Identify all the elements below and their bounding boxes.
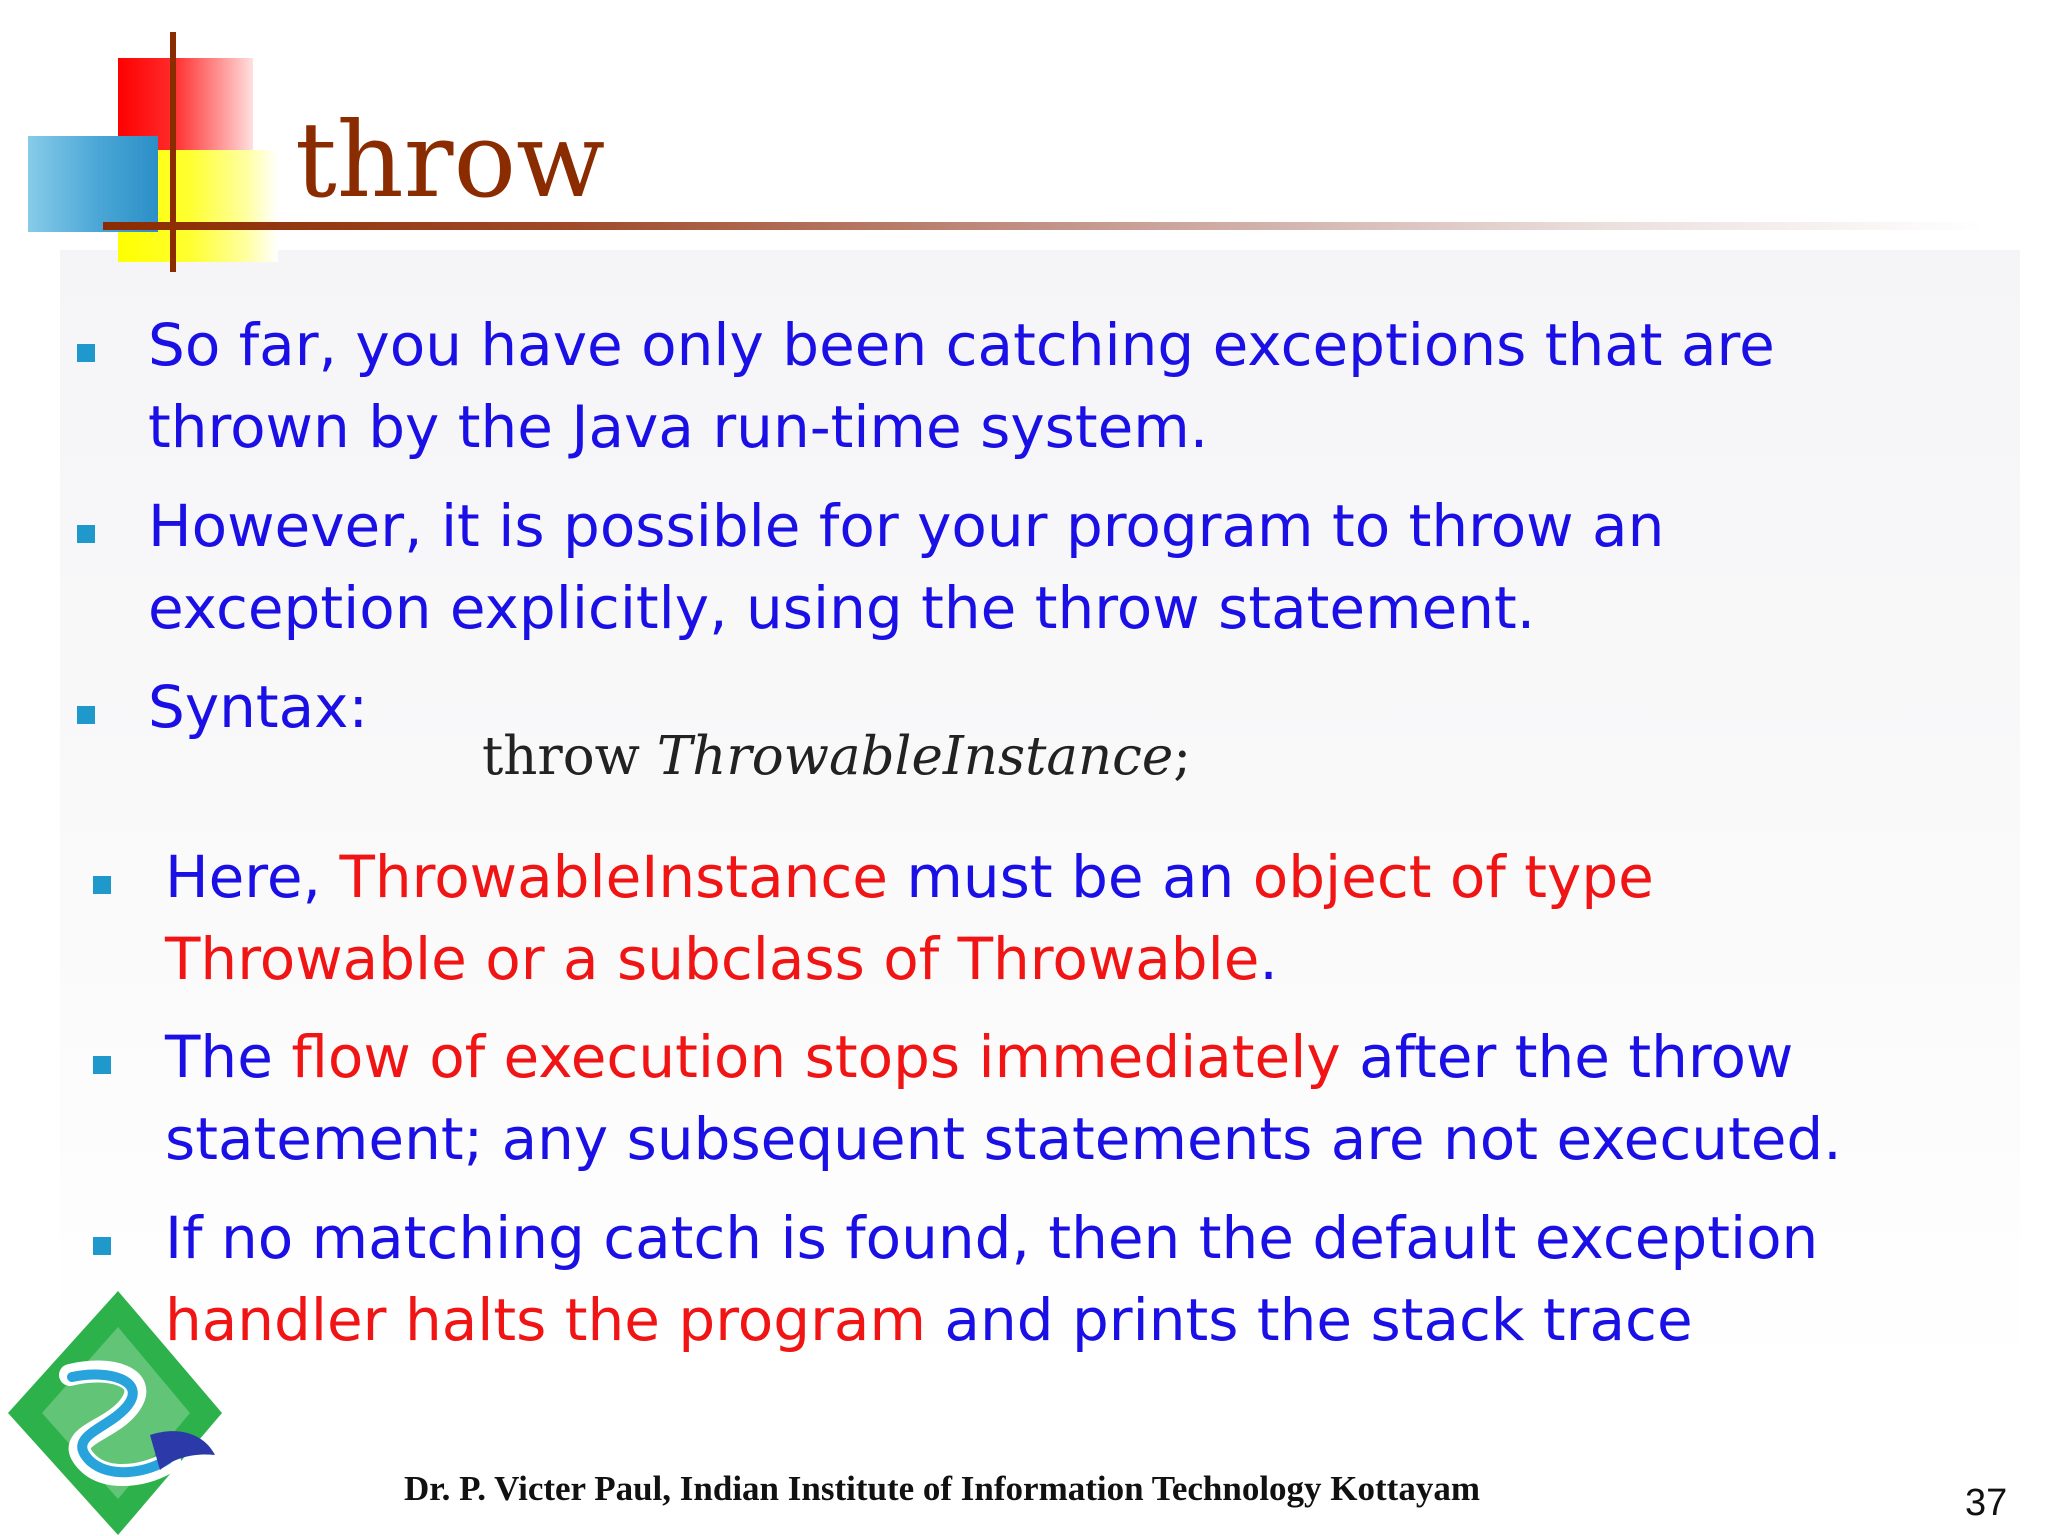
syntax-instance: ThrowableInstance	[656, 726, 1174, 787]
bullet-3-line-1	[148, 666, 368, 748]
bullet-4-line-1	[165, 836, 1654, 918]
bullet-marker	[77, 525, 95, 543]
bullet-marker	[77, 344, 95, 362]
text-run: after the throw	[1340, 1023, 1794, 1091]
text-run-highlight: flow of execution stops immediately	[291, 1023, 1341, 1091]
bullet-marker	[77, 706, 95, 724]
bullet-6-line-2	[165, 1279, 1693, 1361]
syntax-code	[482, 722, 1191, 792]
text-run: The	[165, 1023, 292, 1091]
text-run: Here,	[165, 843, 340, 911]
footer-credit: Dr. P. Victer Paul, Indian Institute of Information Technology Kottayam	[403, 1469, 1480, 1508]
page-number: 37	[1965, 1482, 2008, 1524]
text-run-highlight: handler halts the program	[165, 1286, 926, 1354]
text-run: .	[1259, 925, 1278, 993]
bullet-6-line-1	[165, 1197, 1818, 1279]
text-run: exception explicitly, using the throw statement.	[148, 574, 1536, 642]
bullet-1-line-2	[148, 386, 1208, 468]
text-run-highlight: ThrowableInstance	[339, 843, 888, 911]
text-run: So far, you have only been catching exceptions that are	[148, 311, 1775, 379]
bullet-4-line-2	[165, 918, 1278, 1000]
title-decoration-vertical-line	[170, 32, 176, 272]
text-run: However, it is possible for your program to throw an	[148, 492, 1665, 560]
bullet-marker	[93, 1237, 111, 1255]
bullet-5-line-2	[165, 1098, 1842, 1180]
slide-title: throw	[295, 99, 606, 221]
text-run-highlight: Throwable or a subclass of Throwable	[165, 925, 1260, 993]
bullet-2-line-2	[148, 567, 1535, 649]
bullet-2-line-1	[148, 485, 1664, 567]
text-run-highlight: object of type	[1252, 843, 1654, 911]
text-run: must be an	[887, 843, 1253, 911]
text-run: If no matching catch is found, then the default exception	[165, 1204, 1819, 1272]
text-run: Syntax:	[148, 673, 369, 741]
bullet-1-line-1	[148, 304, 1775, 386]
text-run: and prints the stack trace	[925, 1286, 1693, 1354]
text-run: statement; any subsequent statements are not executed.	[165, 1105, 1842, 1173]
logo-navy-wave	[150, 1431, 215, 1470]
title-underline	[103, 222, 1983, 230]
bullet-5-line-1	[165, 1016, 1793, 1098]
syntax-terminator: ;	[1173, 726, 1192, 787]
title-decoration-blue-square	[28, 136, 158, 232]
syntax-keyword: throw	[482, 726, 641, 787]
bullet-marker	[93, 876, 111, 894]
bullet-marker	[93, 1056, 111, 1074]
text-run: thrown by the Java run-time system.	[148, 393, 1209, 461]
